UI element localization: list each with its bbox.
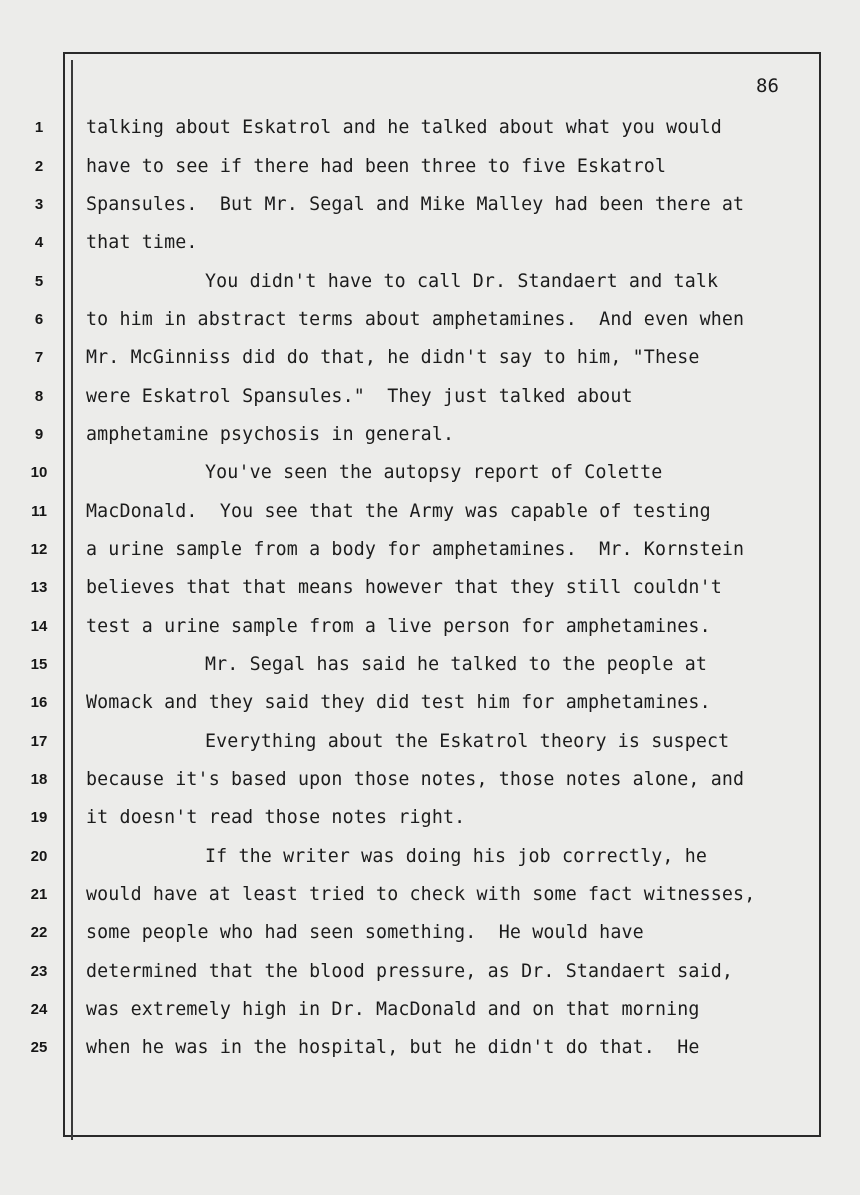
transcript-line: when he was in the hospital, but he didn't do that. He (86, 1037, 700, 1058)
page-number: 86 (756, 75, 779, 97)
line-number: 6 (34, 311, 44, 328)
line-number-rule (71, 60, 73, 1140)
line-number: 3 (34, 196, 44, 213)
transcript-line: Spansules. But Mr. Segal and Mike Malley had been there at (86, 194, 745, 215)
line-number: 19 (30, 809, 48, 826)
line-number: 8 (34, 388, 44, 405)
transcript-line: MacDonald. You see that the Army was capable of testing (86, 501, 711, 522)
transcript-line: it doesn't read those notes right. (86, 807, 466, 828)
line-number: 2 (34, 158, 44, 175)
transcript-line: some people who had seen something. He would have (86, 922, 644, 943)
line-number: 15 (30, 656, 48, 673)
transcript-line: believes that that means however that they still couldn't (86, 577, 722, 598)
line-number: 17 (30, 733, 48, 750)
transcript-line: Womack and they said they did test him for amphetamines. (86, 692, 711, 713)
transcript-line: would have at least tried to check with some fact witnesses, (86, 884, 756, 905)
transcript-line: talking about Eskatrol and he talked about what you would (86, 117, 722, 138)
transcript-line: a urine sample from a body for amphetamines. Mr. Kornstein (86, 539, 745, 560)
transcript-line: because it's based upon those notes, those notes alone, and (86, 769, 745, 790)
line-number: 24 (30, 1001, 48, 1018)
transcript-line: that time. (86, 232, 198, 253)
transcript-line: If the writer was doing his job correctly, he (205, 846, 708, 867)
transcript-line: determined that the blood pressure, as Dr. Standaert said, (86, 961, 734, 982)
line-number: 14 (30, 618, 48, 635)
line-number: 11 (31, 503, 47, 520)
line-number: 18 (30, 771, 48, 788)
line-number: 21 (30, 886, 48, 903)
transcript-line: You've seen the autopsy report of Colette (205, 462, 663, 483)
line-number: 10 (30, 464, 48, 481)
transcript-line: was extremely high in Dr. MacDonald and on that morning (86, 999, 700, 1020)
line-number: 12 (30, 541, 48, 558)
transcript-line: You didn't have to call Dr. Standaert and talk (205, 271, 719, 292)
line-number: 23 (30, 963, 48, 980)
transcript-line: amphetamine psychosis in general. (86, 424, 455, 445)
line-number: 13 (30, 579, 48, 596)
line-number: 16 (30, 694, 48, 711)
line-number: 9 (34, 426, 44, 443)
line-number: 5 (34, 273, 44, 290)
transcript-line: were Eskatrol Spansules." They just talked about (86, 386, 633, 407)
transcript-line: test a urine sample from a live person for amphetamines. (86, 616, 711, 637)
transcript-line: to him in abstract terms about amphetamines. And even when (86, 309, 745, 330)
transcript-line: have to see if there had been three to five Eskatrol (86, 156, 667, 177)
line-number: 1 (34, 119, 44, 136)
line-number: 4 (34, 234, 44, 251)
line-number: 7 (34, 349, 44, 366)
transcript-line: Everything about the Eskatrol theory is suspect (205, 731, 730, 752)
transcript-line: Mr. Segal has said he talked to the people at (205, 654, 708, 675)
transcript-line: Mr. McGinniss did do that, he didn't say to him, "These (86, 347, 700, 368)
line-number: 25 (30, 1039, 48, 1056)
line-number: 20 (30, 848, 48, 865)
line-number: 22 (30, 924, 48, 941)
